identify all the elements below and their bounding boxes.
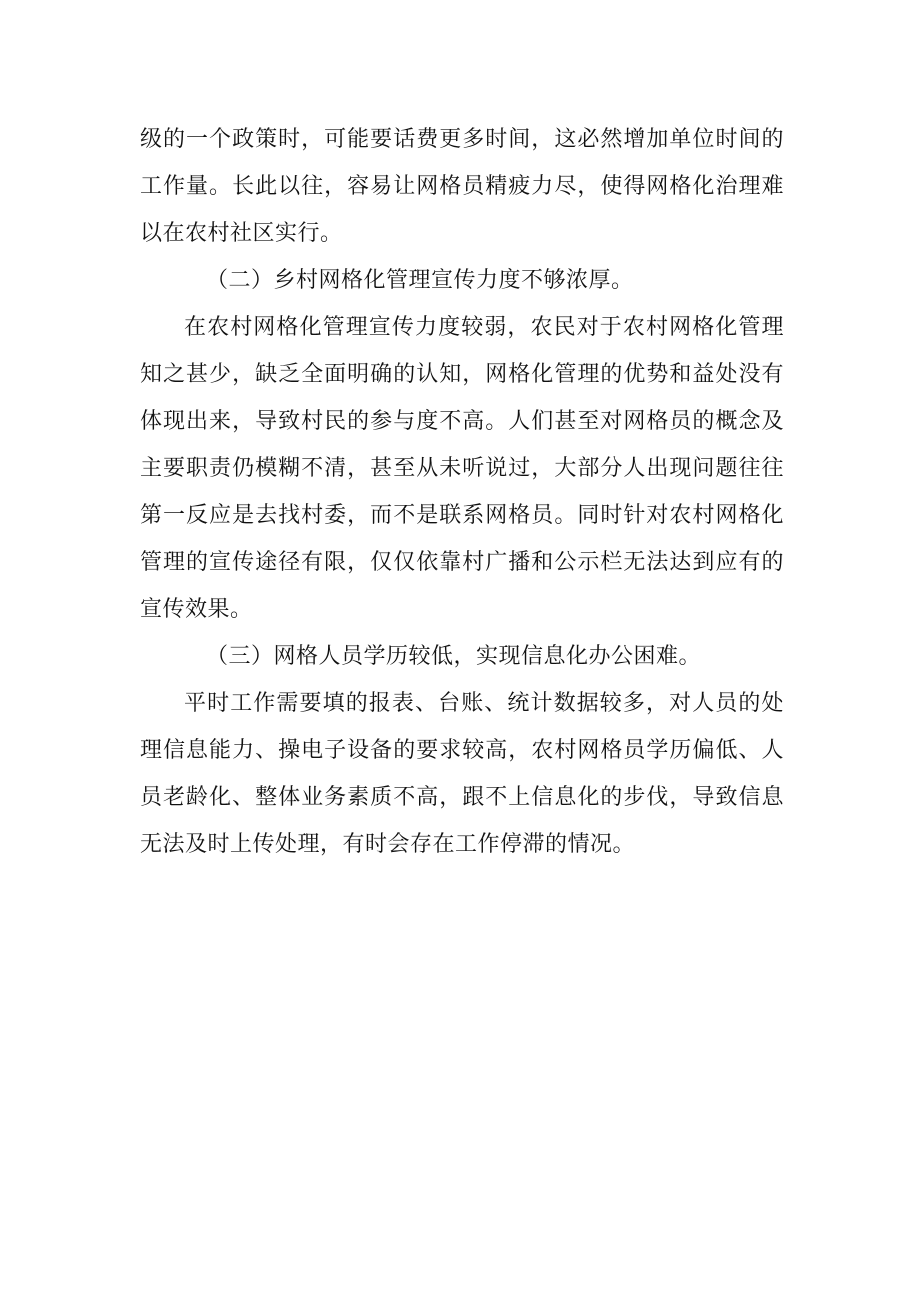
paragraph-education: 平时工作需要填的报表、台账、统计数据较多，对人员的处理信息能力、操电子设备的要求较高，农村网格员学历偏低、人员老龄化、整体业务素质不高，跟不上信息化的步伐，导致信息无法及时上传处理，有时会存在工作停滞的情况。	[140, 691, 784, 857]
document-body	[140, 116, 784, 868]
section-heading-three: （三）网格人员学历较低，实现信息化办公困难。	[206, 644, 702, 669]
section-heading-two: （二）乡村网格化管理宣传力度不够浓厚。	[206, 268, 634, 293]
paragraph-continuation: 级的一个政策时，可能要话费更多时间，这必然增加单位时间的工作量。长此以往，容易让网格员精疲力尽，使得网格化治理难以在农村社区实行。	[140, 127, 784, 246]
paragraph-publicity: 在农村网格化管理宣传力度较弱，农民对于农村网格化管理知之甚少，缺乏全面明确的认知，网格化管理的优势和益处没有体现出来，导致村民的参与度不高。人们甚至对网格员的概念及主要职责仍模糊不清，甚至从未听说过，大部分人出现问题往往第一反应是去找村委，而不是联系网格员。同时针对农村网格化管理的宣传途径有限，仅仅依靠村广播和公示栏无法达到应有的宣传效果。	[140, 315, 784, 622]
